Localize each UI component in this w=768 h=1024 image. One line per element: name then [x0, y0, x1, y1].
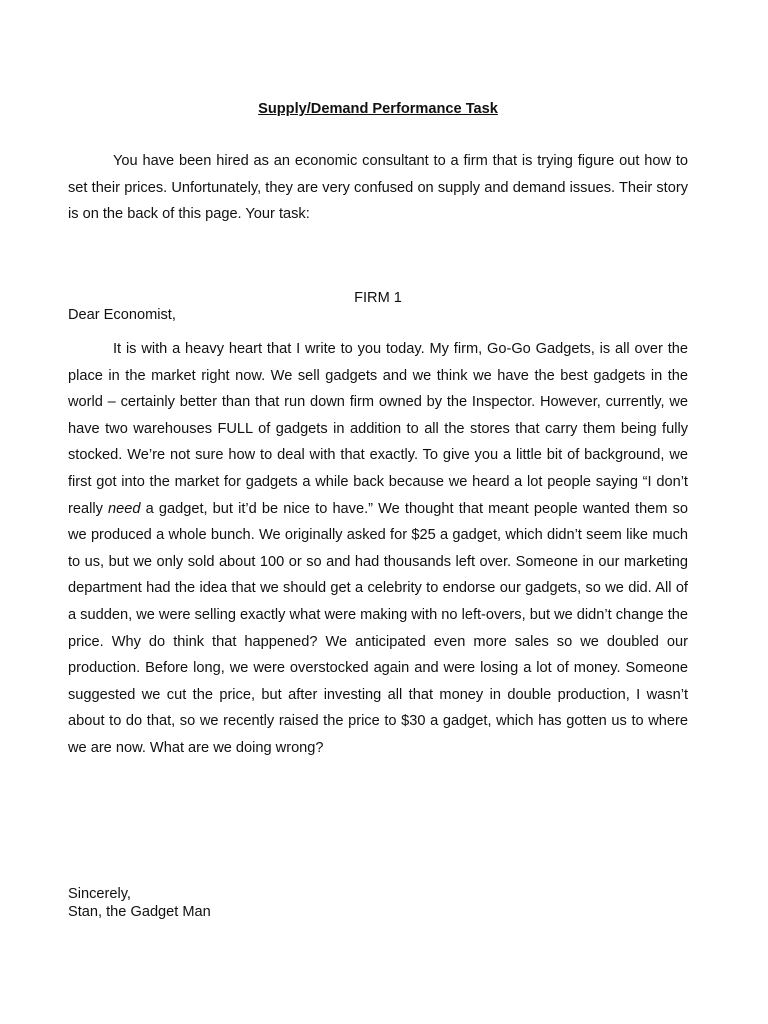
intro-paragraph: You have been hired as an economic consultant to a firm that is trying figure out how to set their prices. Unfortunately, they are very confused on supply and demand issues. Their story is on the back of this page. Your task: [68, 153, 688, 223]
firm-heading: FIRM 1 [354, 290, 402, 306]
document-page [68, 0, 688, 1024]
letter-emphasis: need [108, 500, 141, 517]
letter-body [68, 336, 688, 762]
letter-salutation: Dear Economist, [68, 307, 176, 323]
document-title: Supply/Demand Performance Task [258, 101, 498, 117]
letter-signature: Stan, the Gadget Man [68, 904, 211, 920]
letter-closing: Sincerely, [68, 886, 131, 902]
letter-text-part-2: a gadget, but it’d be nice to have.” We thought that meant people wanted them so we produced a whole bunch. We originally asked for $25 a gadget, which didn’t seem like much to us, but we only sold about 100 or so and had thousands left over. Someone in our marketing department had the idea that we should get a celebrity to endorse our gadgets, so we did. All of a sudden, we were selling exactly what were making with no left-overs, but we didn’t change the price. Why do think that happened? We anticipated even more sales so we doubled our production. Before long, we were overstocked again and were losing a lot of money. Someone suggested we cut the price, but after investing all that money in double production, I wasn’t about to do that, so we recently raised the price to $30 a gadget, which has gotten us to where we are now. What are we doing wrong? [68, 500, 688, 756]
letter-text-part-1: It is with a heavy heart that I write to you today. My firm, Go-Go Gadgets, is all over the place in the market right now. We sell gadgets and we think we have the best gadgets in the world – certainly better than that run down firm owned by the Inspector. However, currently, we have two warehouses FULL of gadgets in addition to all the stores that carry them being fully stocked. We’re not sure how to deal with that exactly. To give you a little bit of background, we first got into the market for gadgets a while back because we heard a lot people saying “I don’t really [68, 341, 688, 517]
